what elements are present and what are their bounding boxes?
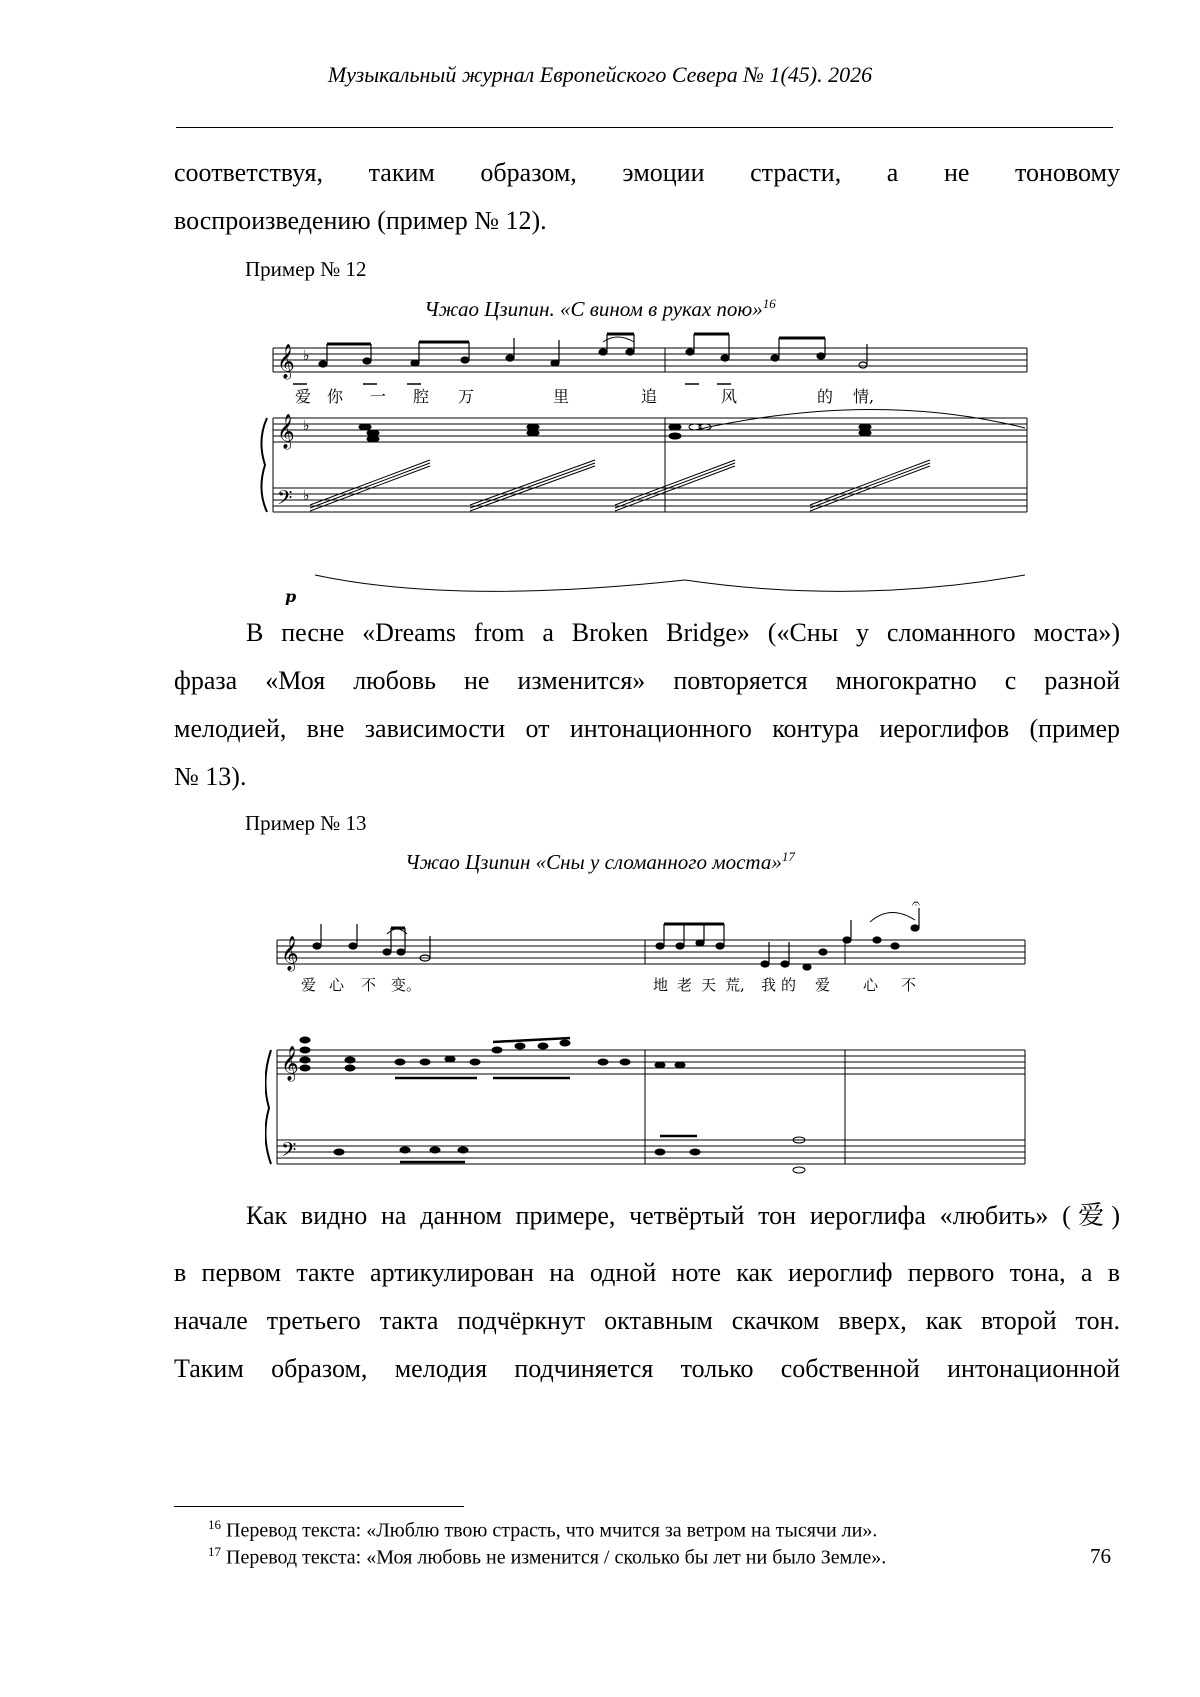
ex12-lyric-9: 的 — [817, 387, 834, 406]
ex13-lyric-10: 的 — [781, 976, 797, 994]
paragraph-3-line-1: Как видно на данном примере, четвёртый тон иероглифа «любить» (爱) — [246, 1201, 1120, 1230]
ex12-lyric-6: 里 — [553, 387, 570, 406]
ex12-bass-slur-1 — [315, 575, 685, 591]
paragraph-1-line-1: соответствуя, таким образом, эмоции страсти, а не тоновому — [174, 158, 1120, 187]
paragraph-3 — [174, 1192, 1120, 1240]
ex12-lyric-1: 爱 — [295, 387, 312, 406]
ex13-slur-1 — [387, 929, 407, 934]
paragraph-2-line-1: В песне «Dreams from a Broken Bridge» («Сны у сломанного моста») — [246, 618, 1120, 647]
paragraph-2-cont — [174, 657, 1120, 801]
paragraph-1 — [174, 149, 1120, 245]
ex12-dynamic-p: p — [285, 587, 297, 605]
ex13-piano-bass-staff — [277, 1050, 1025, 1164]
ex13-treble-clef: 𝄞 — [281, 936, 299, 971]
ex13-piano-treble-staff — [277, 1050, 1025, 1074]
footnote-17 — [208, 1544, 886, 1570]
ex13-lyric-1: 爱 — [301, 976, 317, 994]
paragraph-3-cont — [174, 1249, 1120, 1393]
journal-header: Музыкальный журнал Европейского Севера № 1(45). 2026 — [327, 62, 873, 87]
ex13-piano-treble-clef: 𝄞 — [281, 1046, 299, 1081]
ex12-flat: ♭ — [303, 348, 310, 364]
ex12-piano-treble-staff — [273, 418, 1027, 442]
paragraph-3-line-4: Таким образом, мелодия подчиняется только собственной интонационной — [174, 1354, 1120, 1383]
ex13-bass-clef: 𝄢 — [281, 1138, 297, 1166]
ex13-vocal-notes — [313, 908, 919, 970]
example-12-title-text: Чжао Цзипин. «С вином в руках пою» — [424, 297, 763, 321]
page-number: 76 — [1090, 1544, 1111, 1568]
paragraph-3-line-2: в первом такте артикулирован на одной ноте как иероглиф первого тона, а в — [174, 1258, 1120, 1287]
ex13-lyric-12: 心 — [863, 976, 879, 994]
ex12-vocal-staff — [273, 348, 1027, 372]
ex13-lyric-2: 心 — [329, 976, 345, 994]
ex12-brace — [261, 418, 267, 512]
ex12-piano-chords — [359, 424, 871, 442]
ex12-piano-treble-clef: 𝄞 — [277, 414, 295, 449]
ex12-piano-flat: ♭ — [303, 418, 310, 434]
ex13-lyric-7: 天 — [701, 976, 717, 994]
footnote-16 — [208, 1517, 877, 1543]
ex12-bass-clef: 𝄢 — [277, 486, 293, 514]
ex13-lyric-3: 不 — [361, 976, 377, 994]
ex12-slur-1 — [603, 337, 634, 342]
footnote-16-number: 16 — [208, 1517, 221, 1532]
ex12-lyrics — [295, 387, 874, 406]
ex12-lyric-2: 你 — [327, 387, 344, 406]
ex13-lyric-11: 爱 — [815, 976, 831, 994]
example-12-title — [0, 296, 1200, 322]
footnote-16-text: Перевод текста: «Люблю твою страсть, что мчится за ветром на тысячи ли». — [226, 1519, 878, 1542]
ex12-bass-slur-2 — [685, 575, 1025, 591]
ex13-slur-2 — [870, 912, 915, 922]
example-13-title-text: Чжао Цзипин «Сны у сломанного моста» — [405, 850, 782, 874]
paragraph-2 — [174, 609, 1120, 657]
ex12-arpeggio-runs — [310, 460, 930, 511]
ex12-bass-flat: ♭ — [303, 488, 310, 504]
ex12-treble-clef: 𝄞 — [277, 344, 295, 379]
ex13-lyrics — [301, 976, 916, 994]
ex12-lyric-8: 风 — [721, 387, 738, 406]
ex12-vocal-notes — [319, 334, 867, 368]
ex13-lyric-13: 不 — [901, 976, 917, 994]
ex12-lyric-3: 一 — [370, 387, 387, 406]
ex13-lyric-5: 地 — [653, 976, 669, 994]
ex13-lyric-4: 变。 — [391, 976, 422, 994]
ex13-lyric-9: 我 — [761, 976, 777, 994]
ex13-piano-chords — [300, 1037, 805, 1173]
example-12-label: Пример № 12 — [245, 257, 367, 281]
ex12-lyric-5: 万 — [458, 387, 475, 406]
header-rule — [176, 127, 1113, 128]
footnote-rule — [174, 1506, 464, 1507]
score-example-13 — [265, 900, 1030, 1185]
ex12-lyric-7: 追 — [641, 387, 658, 406]
paragraph-1-line-2: воспроизведению (пример № 12). — [174, 206, 547, 235]
footnote-ref-16: 16 — [762, 296, 776, 311]
ex13-fermata: 𝄐 — [912, 900, 920, 912]
ex13-brace — [265, 1050, 271, 1164]
footnote-17-number: 17 — [208, 1544, 221, 1559]
example-13-title — [0, 849, 1200, 875]
ex13-lyric-6: 老 — [677, 976, 693, 994]
score-example-12 — [255, 330, 1035, 605]
paragraph-2-line-3: мелодией, вне зависимости от интонационного контура иероглифов (пример — [174, 714, 1120, 743]
footnote-ref-17: 17 — [781, 849, 795, 864]
ex13-lyric-8: 荒, — [725, 976, 745, 994]
paragraph-3-line-3: начале третьего такта подчёркнут октавным скачком вверх, как второй тон. — [174, 1306, 1120, 1335]
example-13-label: Пример № 13 — [245, 811, 367, 835]
paragraph-2-line-4: № 13). — [174, 762, 247, 791]
ex12-lyric-4: 腔 — [413, 387, 430, 406]
paragraph-2-line-2: фраза «Моя любовь не изменится» повторяется многократно с разной — [174, 666, 1120, 695]
ex12-lyric-10: 情, — [853, 387, 875, 406]
ex13-piano-beams — [395, 1038, 697, 1162]
footnote-17-text: Перевод текста: «Моя любовь не изменится / сколько бы лет ни было Земле». — [226, 1546, 887, 1569]
